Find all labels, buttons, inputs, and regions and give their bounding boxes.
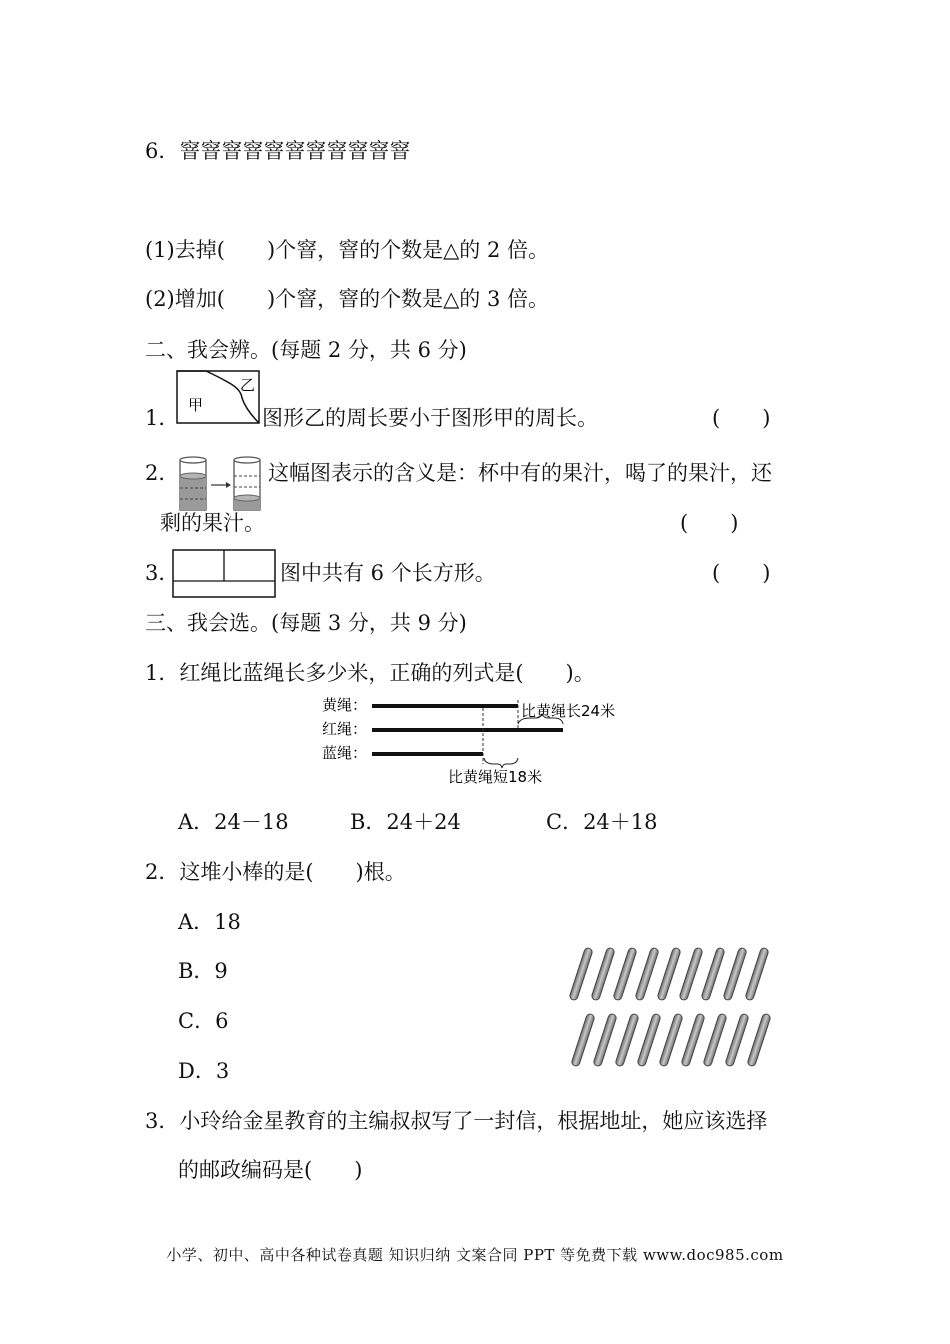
shape-jia-yi-figure <box>176 370 260 426</box>
sticks-figure <box>565 940 775 1074</box>
stick-row-bottom <box>571 1013 771 1067</box>
stick <box>703 1013 727 1067</box>
stick <box>571 1013 595 1067</box>
s2-item2-text: 这幅图表示的含义是：杯中有的果汁，喝了的果汁，还 <box>268 461 772 485</box>
rope-label-red: 红绳： <box>322 720 368 738</box>
shape-label-yi: 乙 <box>240 376 256 394</box>
q6-sub2: (2)增加( )个窨，窨的个数是△的 3 倍。 <box>145 287 549 311</box>
s2-item2-answer-paren[interactable]: ( ) <box>680 511 739 535</box>
s3-q2-option-d[interactable]: D．3 <box>178 1059 230 1083</box>
stick <box>593 1013 617 1067</box>
s2-item1-answer-paren[interactable]: ( ) <box>712 406 771 430</box>
stick <box>745 947 769 1001</box>
shape-label-jia: 甲 <box>188 396 204 414</box>
rectangle-count-figure <box>172 549 277 599</box>
juice-cups-figure <box>176 454 266 514</box>
s3-q1-stem: 1．红绳比蓝绳长多少米，正确的列式是( )。 <box>145 661 595 685</box>
stick <box>657 947 681 1001</box>
q6-symbols: 窨窨窨窨窨窨窨窨窨窨窨 <box>179 139 411 163</box>
s2-item1-number: 1． <box>145 406 180 430</box>
s2-item1-text: 图形乙的周长要小于图形甲的周长。 <box>262 406 598 430</box>
s3-q3-stem: 3．小玲给金星教育的主编叔叔写了一封信，根据地址，她应该选择 <box>145 1109 768 1133</box>
stick-row-top <box>569 947 769 1001</box>
s3-q2-stem: 2．这堆小棒的是( )根。 <box>145 860 406 884</box>
stick <box>679 947 703 1001</box>
section3-heading: 三、我会选。(每题 3 分，共 9 分) <box>145 611 467 635</box>
page-footer: 小学、初中、高中各种试卷真题 知识归纳 文案合同 PPT 等免费下载 www.doc985.com <box>166 1246 784 1264</box>
s2-item3-number: 3． <box>145 561 180 585</box>
q6-line <box>145 137 410 165</box>
s3-q2-option-b[interactable]: B．9 <box>178 959 228 983</box>
stick <box>681 1013 705 1067</box>
stick <box>747 1013 771 1067</box>
rope-annotation-shorter: 比黄绳短18米 <box>448 768 543 786</box>
stick <box>615 1013 639 1067</box>
stick <box>635 947 659 1001</box>
stick <box>637 1013 661 1067</box>
q6-number: 6． <box>145 139 180 163</box>
s2-item2-text-cont: 剩的果汁。 <box>160 511 265 535</box>
s3-q1-option-b[interactable]: B．24＋24 <box>350 810 461 834</box>
stick <box>701 947 725 1001</box>
stick <box>725 1013 749 1067</box>
rope-annotation-longer: 比黄绳长24米 <box>521 702 616 720</box>
s3-q2-option-c[interactable]: C．6 <box>178 1009 229 1033</box>
s3-q1-option-c[interactable]: C．24＋18 <box>546 810 658 834</box>
stick <box>659 1013 683 1067</box>
s2-item3-answer-paren[interactable]: ( ) <box>712 561 771 585</box>
s3-q3-stem-cont: 的邮政编码是( ) <box>178 1158 363 1182</box>
rope-diagram <box>318 694 638 790</box>
stick <box>569 947 593 1001</box>
rope-label-yellow: 黄绳： <box>322 696 368 714</box>
s3-q2-option-a[interactable]: A．18 <box>178 910 241 934</box>
stick <box>591 947 615 1001</box>
s3-q1-option-a[interactable]: A．24－18 <box>178 810 289 834</box>
stick <box>613 947 637 1001</box>
section2-heading: 二、我会辨。(每题 2 分，共 6 分) <box>145 338 467 362</box>
stick <box>723 947 747 1001</box>
s2-item2-number: 2． <box>145 461 180 485</box>
q6-sub1: (1)去掉( )个窨，窨的个数是△的 2 倍。 <box>145 238 549 262</box>
s2-item3-text: 图中共有 6 个长方形。 <box>280 561 496 585</box>
rope-label-blue: 蓝绳： <box>322 744 368 762</box>
